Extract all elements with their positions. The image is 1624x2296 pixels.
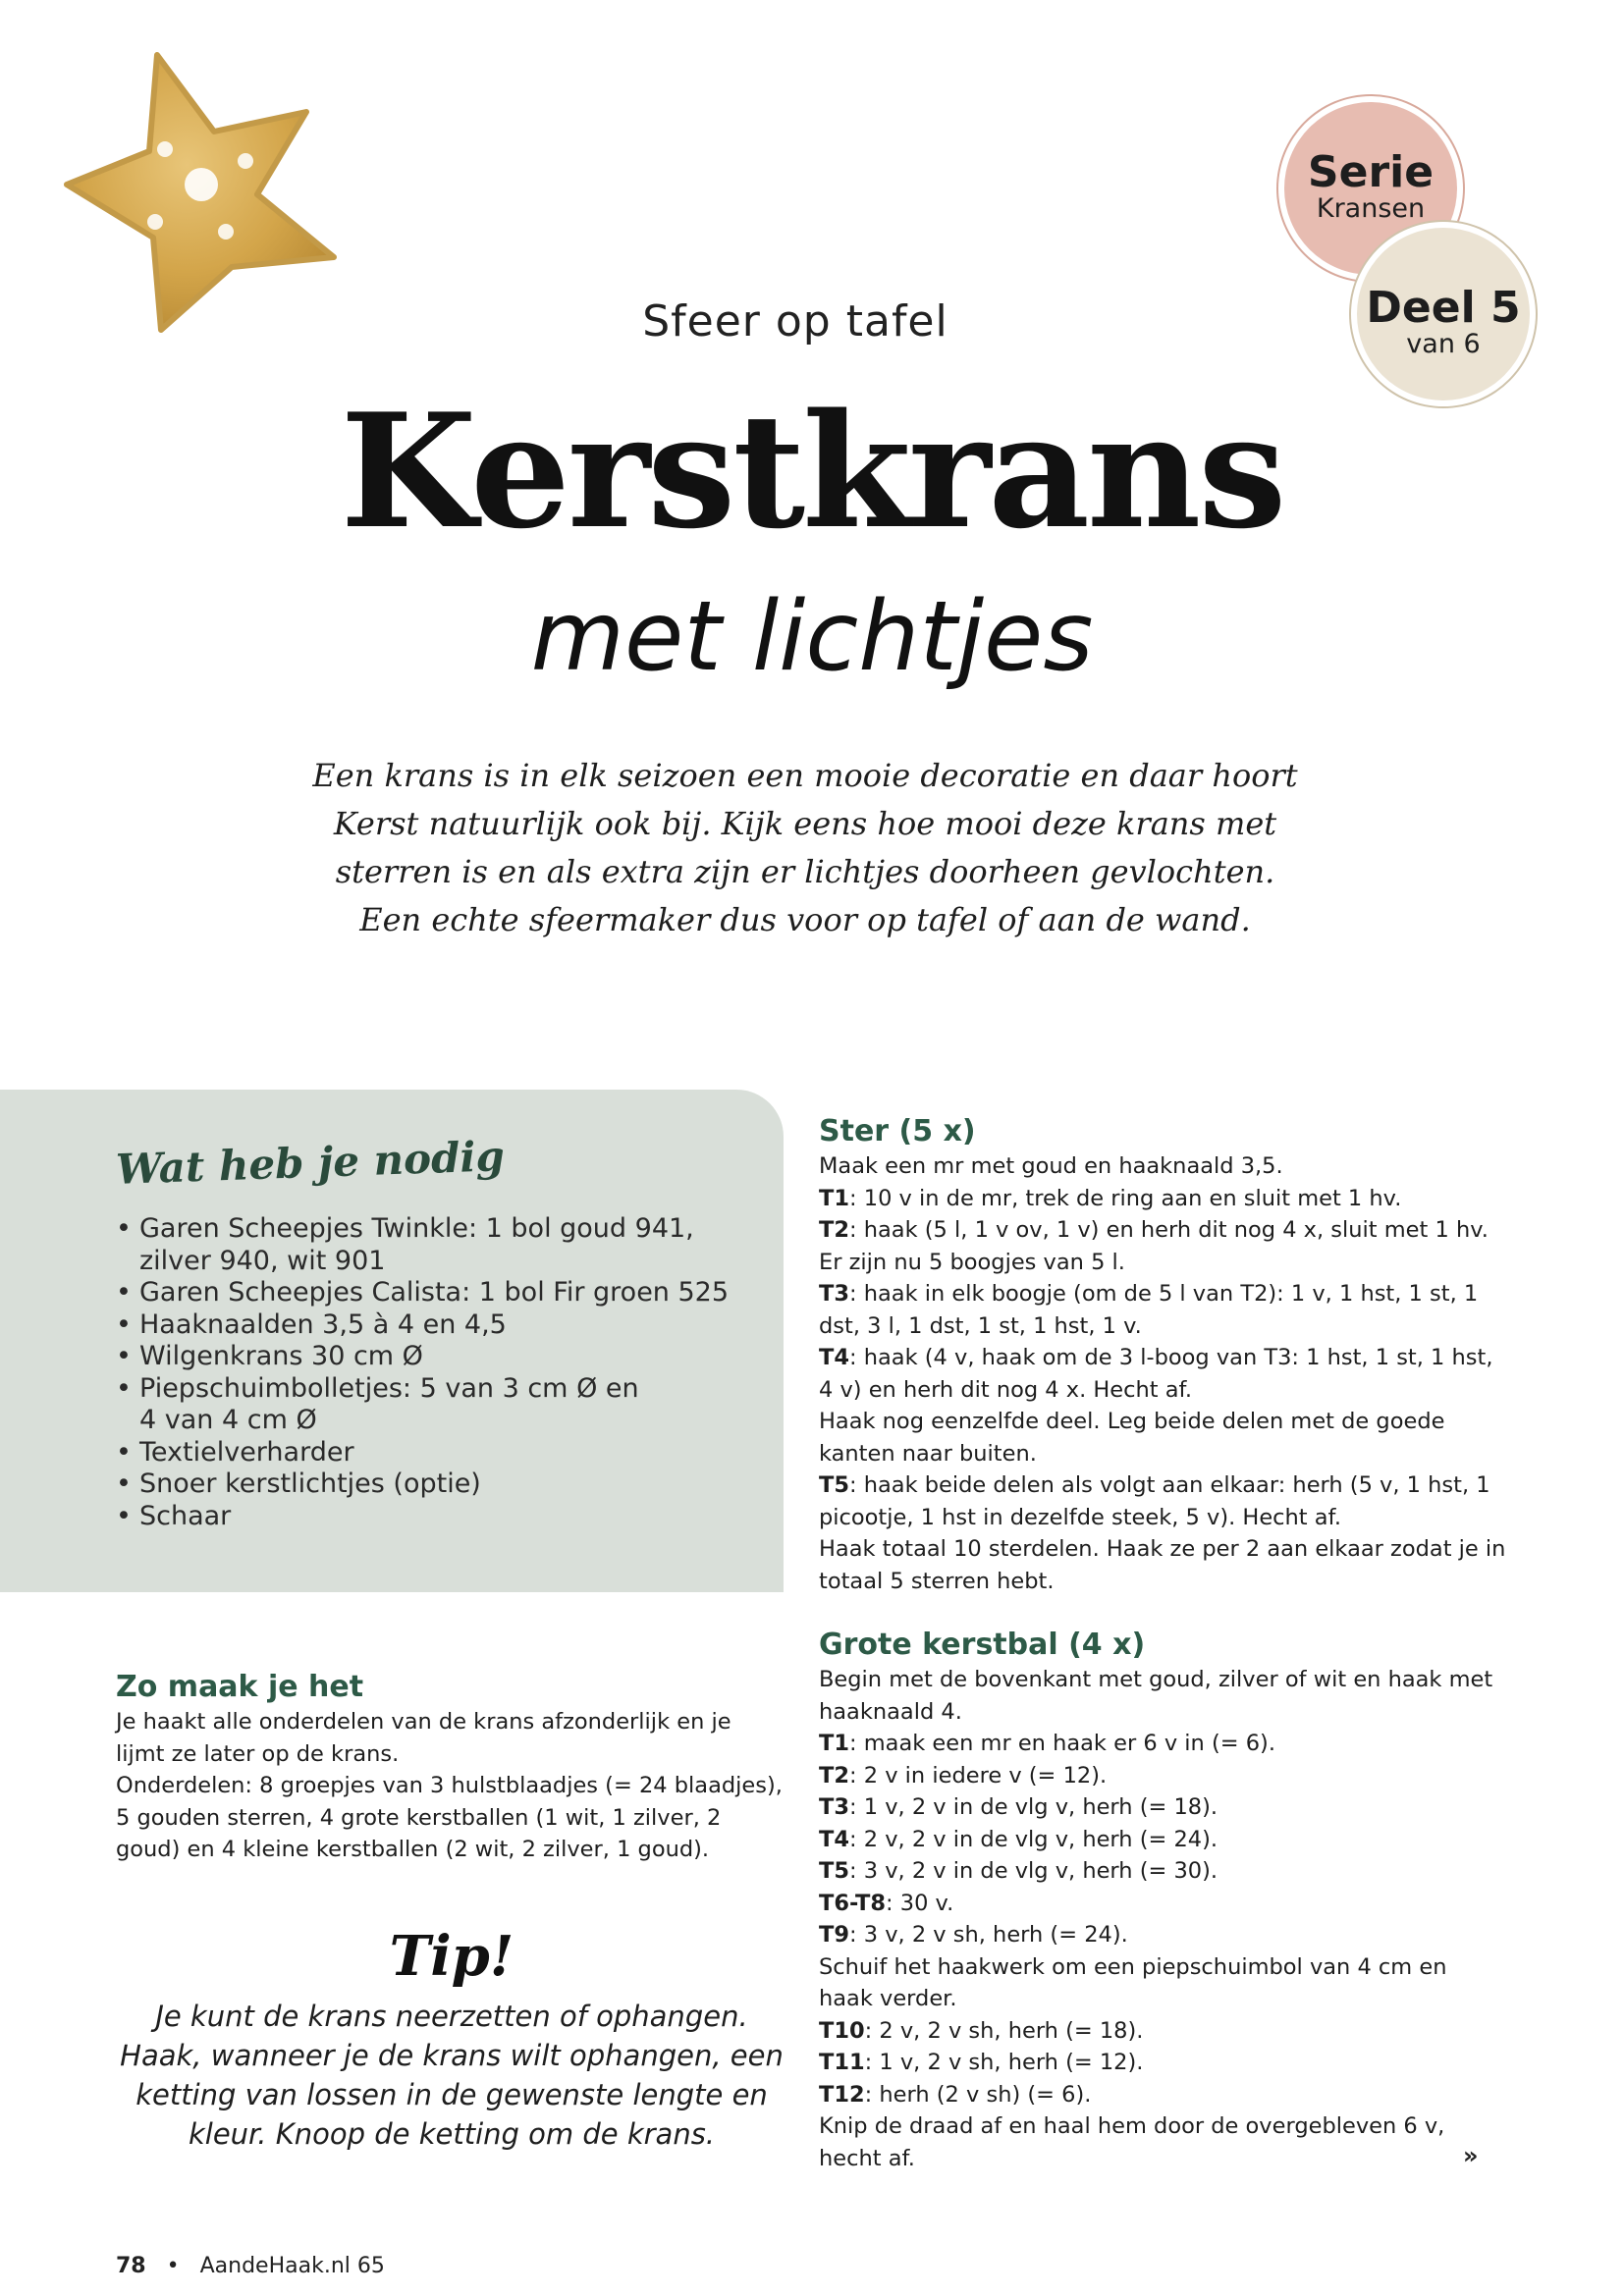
tip-line: Je kunt de krans neerzetten of ophangen. (155, 2000, 748, 2033)
materials-title: Wat heb je nodig (115, 1132, 506, 1194)
series-badge-subtitle: Kransen (1316, 193, 1426, 224)
row-label: T6-T8 (819, 1890, 887, 1916)
part-badge-subtitle: van 6 (1406, 329, 1481, 359)
tip-line: Haak, wanneer je de krans wilt ophangen, een (120, 2039, 784, 2072)
tip-title: Tip! (389, 1924, 514, 1989)
materials-item: • Snoer kerstlichtjes (optie) (116, 1468, 729, 1501)
row-text: : maak een mr en haak er 6 v in (= 6). (849, 1731, 1275, 1756)
row-label: T2 (819, 1762, 850, 1789)
row-text: : 2 v, 2 v in de vlg v, herh (= 24). (849, 1826, 1218, 1852)
star-row (819, 1469, 1506, 1533)
star-intro: Maak een mr met goud en haaknaald 3,5. (819, 1153, 1283, 1179)
bauble-note: Schuif het haakwerk om een piepschuimbol van 4 cm en haak verder. (819, 1953, 1447, 2011)
materials-item-continued: 4 van 4 cm Ø (139, 1405, 317, 1435)
intro-line: Kerst natuurlijk ook bij. Kijk eens hoe mooi deze krans met (333, 805, 1277, 842)
page-title: Kerstkrans (340, 379, 1284, 563)
row-label: T4 (819, 1826, 850, 1852)
instructions-intro (116, 1669, 784, 1866)
bauble-row (819, 1824, 1506, 1856)
bauble-row (819, 1888, 1506, 1920)
row-text: : haak (4 v, haak om de 3 l-boog van T3: 1 hst, 1 st, 1 hst, 4 v) en herh dit nog 4 x. Hecht af. (819, 1345, 1493, 1403)
bauble-row (819, 2047, 1506, 2079)
star-note: Haak totaal 10 sterdelen. Haak ze per 2 aan elkaar zodat je in totaal 5 sterren hebt. (819, 1536, 1506, 1594)
bauble-row (819, 1760, 1506, 1792)
bauble-row (819, 1919, 1506, 1951)
series-badge-title: Serie (1307, 147, 1435, 197)
materials-box (0, 1090, 784, 1592)
row-text: : haak beide delen als volgt aan elkaar: herh (5 v, 1 hst, 1 picootje, 1 hst in dezelfde steek, 5 v). Hecht af. (819, 1472, 1490, 1530)
row-label: T2 (819, 1217, 850, 1243)
star-note: Er zijn nu 5 boogjes van 5 l. (819, 1249, 1125, 1275)
row-label: T3 (819, 1281, 850, 1307)
how-title: Zo maak je het (116, 1670, 364, 1704)
bauble-row (819, 1791, 1506, 1824)
star-row (819, 1183, 1506, 1215)
part-badge-title: Deel 5 (1366, 283, 1521, 333)
bauble-row (819, 2079, 1506, 2111)
row-text: : 2 v in iedere v (= 12). (849, 1762, 1108, 1789)
materials-item: • Garen Scheepjes Twinkle: 1 bol goud 941, (116, 1213, 729, 1246)
materials-item: • Garen Scheepjes Calista: 1 bol Fir groen 525 (116, 1277, 729, 1309)
star-row (819, 1214, 1506, 1247)
materials-item-continued: zilver 940, wit 901 (139, 1245, 386, 1276)
magazine-name: AandeHaak.nl 65 (199, 2254, 385, 2278)
intro-line: sterren is en als extra zijn er lichtjes doorheen gevlochten. (335, 853, 1275, 890)
row-label: T4 (819, 1345, 850, 1370)
row-text: : haak (5 l, 1 v ov, 1 v) en herh dit nog 4 x, sluit met 1 hv. (849, 1217, 1489, 1243)
pattern-column (819, 1113, 1506, 2174)
materials-item: • Piepschuimbolletjes: 5 van 3 cm Ø en (116, 1373, 729, 1406)
row-label: T1 (819, 1185, 850, 1211)
tip-line: ketting van lossen in de gewenste lengte en (135, 2078, 768, 2111)
row-label: T1 (819, 1731, 850, 1756)
bauble-row (819, 1728, 1506, 1760)
page-kicker: Sfeer op tafel (642, 296, 948, 347)
bauble-row (819, 1855, 1506, 1888)
row-text: : 1 v, 2 v sh, herh (= 12). (864, 2050, 1144, 2075)
how-paragraph: Onderdelen: 8 groepjes van 3 hulstblaadjes (= 24 blaadjes), 5 gouden sterren, 4 grote kerstballen (1 wit, 1 zilver, 2 goud) en 4 kleine kerstballen (2 wit, 2 zilver, 1 goud). (116, 1773, 783, 1862)
row-text: : 2 v, 2 v sh, herh (= 18). (864, 2017, 1144, 2044)
bauble-section-title: Grote kerstbal (4 x) (819, 1628, 1146, 1662)
footer-separator: • (166, 2254, 180, 2278)
row-text: : haak in elk boogje (om de 5 l van T2): 1 v, 1 hst, 1 st, 1 dst, 3 l, 1 dst, 1 st, 1 hst, 1 v. (819, 1281, 1479, 1339)
materials-item: • Haaknaalden 3,5 à 4 en 4,5 (116, 1309, 729, 1342)
star-row (819, 1342, 1506, 1406)
row-label: T10 (819, 2017, 865, 2044)
row-text: : 1 v, 2 v in de vlg v, herh (= 18). (849, 1794, 1218, 1820)
row-label: T5 (819, 1472, 850, 1498)
row-label: T5 (819, 1858, 850, 1884)
continue-arrow-icon: » (1463, 2142, 1479, 2169)
star-row (819, 1278, 1506, 1342)
intro-paragraph (275, 752, 1335, 944)
materials-item: • Wilgenkrans 30 cm Ø (116, 1341, 729, 1373)
bauble-row (819, 2015, 1506, 2048)
materials-item: • Schaar (116, 1501, 729, 1533)
tip-body (118, 1997, 785, 2154)
page-number: 78 (116, 2254, 146, 2278)
bauble-note: Knip de draad af en haal hem door de overgebleven 6 v, hecht af. (819, 2113, 1445, 2171)
materials-list (116, 1213, 729, 1532)
page-footer (116, 2254, 385, 2278)
tip-line: kleur. Knoop de ketting om de krans. (188, 2117, 716, 2151)
row-label: T9 (819, 1922, 850, 1948)
row-text: : 3 v, 2 v sh, herh (= 24). (849, 1922, 1128, 1948)
intro-line: Een krans is in elk seizoen een mooie decoratie en daar hoort (312, 757, 1298, 794)
row-text: : 30 v. (886, 1890, 954, 1916)
row-label: T11 (819, 2050, 865, 2075)
row-text: : herh (2 v sh) (= 6). (864, 2081, 1092, 2108)
star-section-title: Ster (5 x) (819, 1114, 976, 1148)
row-label: T12 (819, 2081, 865, 2108)
materials-item: • Textielverharder (116, 1437, 729, 1469)
how-paragraph: Je haakt alle onderdelen van de krans afzonderlijk en je lijmt ze later op de krans. (116, 1709, 731, 1767)
row-label: T3 (819, 1794, 850, 1820)
bauble-intro: Begin met de bovenkant met goud, zilver of wit en haak met haaknaald 4. (819, 1667, 1493, 1725)
star-note: Haak nog eenzelfde deel. Leg beide delen met de goede kanten naar buiten. (819, 1409, 1445, 1467)
page-title-line2: met lichtjes (530, 581, 1094, 693)
row-text: : 3 v, 2 v in de vlg v, herh (= 30). (849, 1858, 1218, 1884)
row-text: : 10 v in de mr, trek de ring aan en sluit met 1 hv. (849, 1185, 1402, 1211)
intro-line: Een echte sfeermaker dus voor op tafel of aan de wand. (359, 901, 1251, 938)
